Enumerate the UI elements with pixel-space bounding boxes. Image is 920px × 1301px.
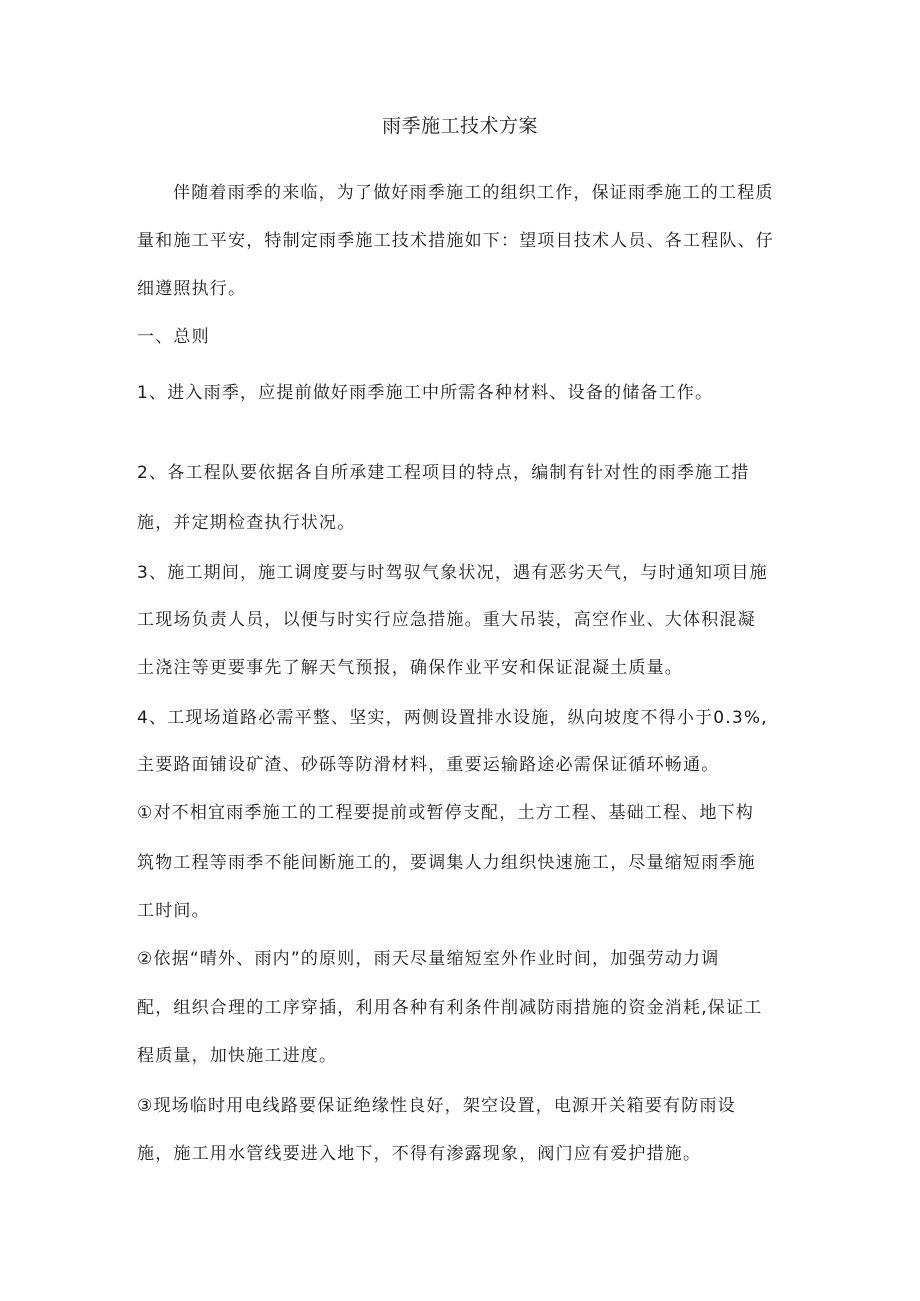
intro-line-2: 量和施工平安，特制定雨季施工技术措施如下：望项目技术人员、各工程队、仔	[137, 231, 774, 251]
item-4-line-1: 4、工现场道路必需平整、坚实，两侧设置排水设施，纵向坡度不得小于0.3%,	[137, 708, 768, 728]
item-3-line-2: 工现场负责人员，以便与时实行应急措施。重大吊装，高空作业、大体积混凝	[137, 610, 756, 630]
sub-item-1-line-1: ①对不相宜雨季施工的工程要提前或暂停支配，土方工程、基础工程、地下构	[137, 803, 755, 823]
item-2-line-1: 2、各工程队要依据各自所承建工程项目的特点，编制有针对性的雨季施工措	[137, 463, 750, 483]
section-heading-general: 一、总则	[137, 327, 210, 347]
item-4-line-2: 主要路面铺设矿渣、砂砾等防滑材料，重要运输路途必需保证循环畅通。	[137, 755, 720, 775]
sub-item-1-line-3: 工时间。	[137, 901, 210, 921]
document-title: 雨季施工技术方案	[381, 115, 538, 137]
sub-item-3-line-2: 施，施工用水管线要进入地下，不得有渗露现象，阀门应有爱护措施。	[137, 1144, 702, 1164]
item-1-line-1: 1、进入雨季，应提前做好雨季施工中所需各种材料、设备的储备工作。	[137, 383, 714, 403]
item-3-line-3: 土浇注等更要事先了解天气预报，确保作业平安和保证混凝土质量。	[137, 658, 683, 678]
item-2-line-2: 施，并定期检查执行状况。	[137, 513, 356, 533]
intro-line-3: 细遵照执行。	[137, 279, 247, 299]
sub-item-2-line-3: 程质量，加快施工进度。	[137, 1046, 338, 1066]
sub-item-2-line-2: 配，组织合理的工序穿插，利用各种有利条件削减防雨措施的资金消耗,保证工	[137, 998, 763, 1018]
sub-item-2-line-1: ②依据“晴外、雨内”的原则，雨天尽量缩短室外作业时间，加强劳动力调	[137, 949, 720, 969]
sub-item-1-line-2: 筑物工程等雨季不能间断施工的，要调集人力组织快速施工，尽量缩短雨季施	[137, 853, 756, 873]
item-3-line-1: 3、施工期间，施工调度要与时驾驭气象状况，遇有恶劣天气，与时通知项目施	[137, 563, 768, 583]
intro-line-1: 伴随着雨季的来临，为了做好雨季施工的组织工作，保证雨季施工的工程质	[173, 183, 774, 203]
sub-item-3-line-1: ③现场临时用电线路要保证绝缘性良好，架空设置，电源开关箱要有防雨设	[137, 1096, 736, 1116]
